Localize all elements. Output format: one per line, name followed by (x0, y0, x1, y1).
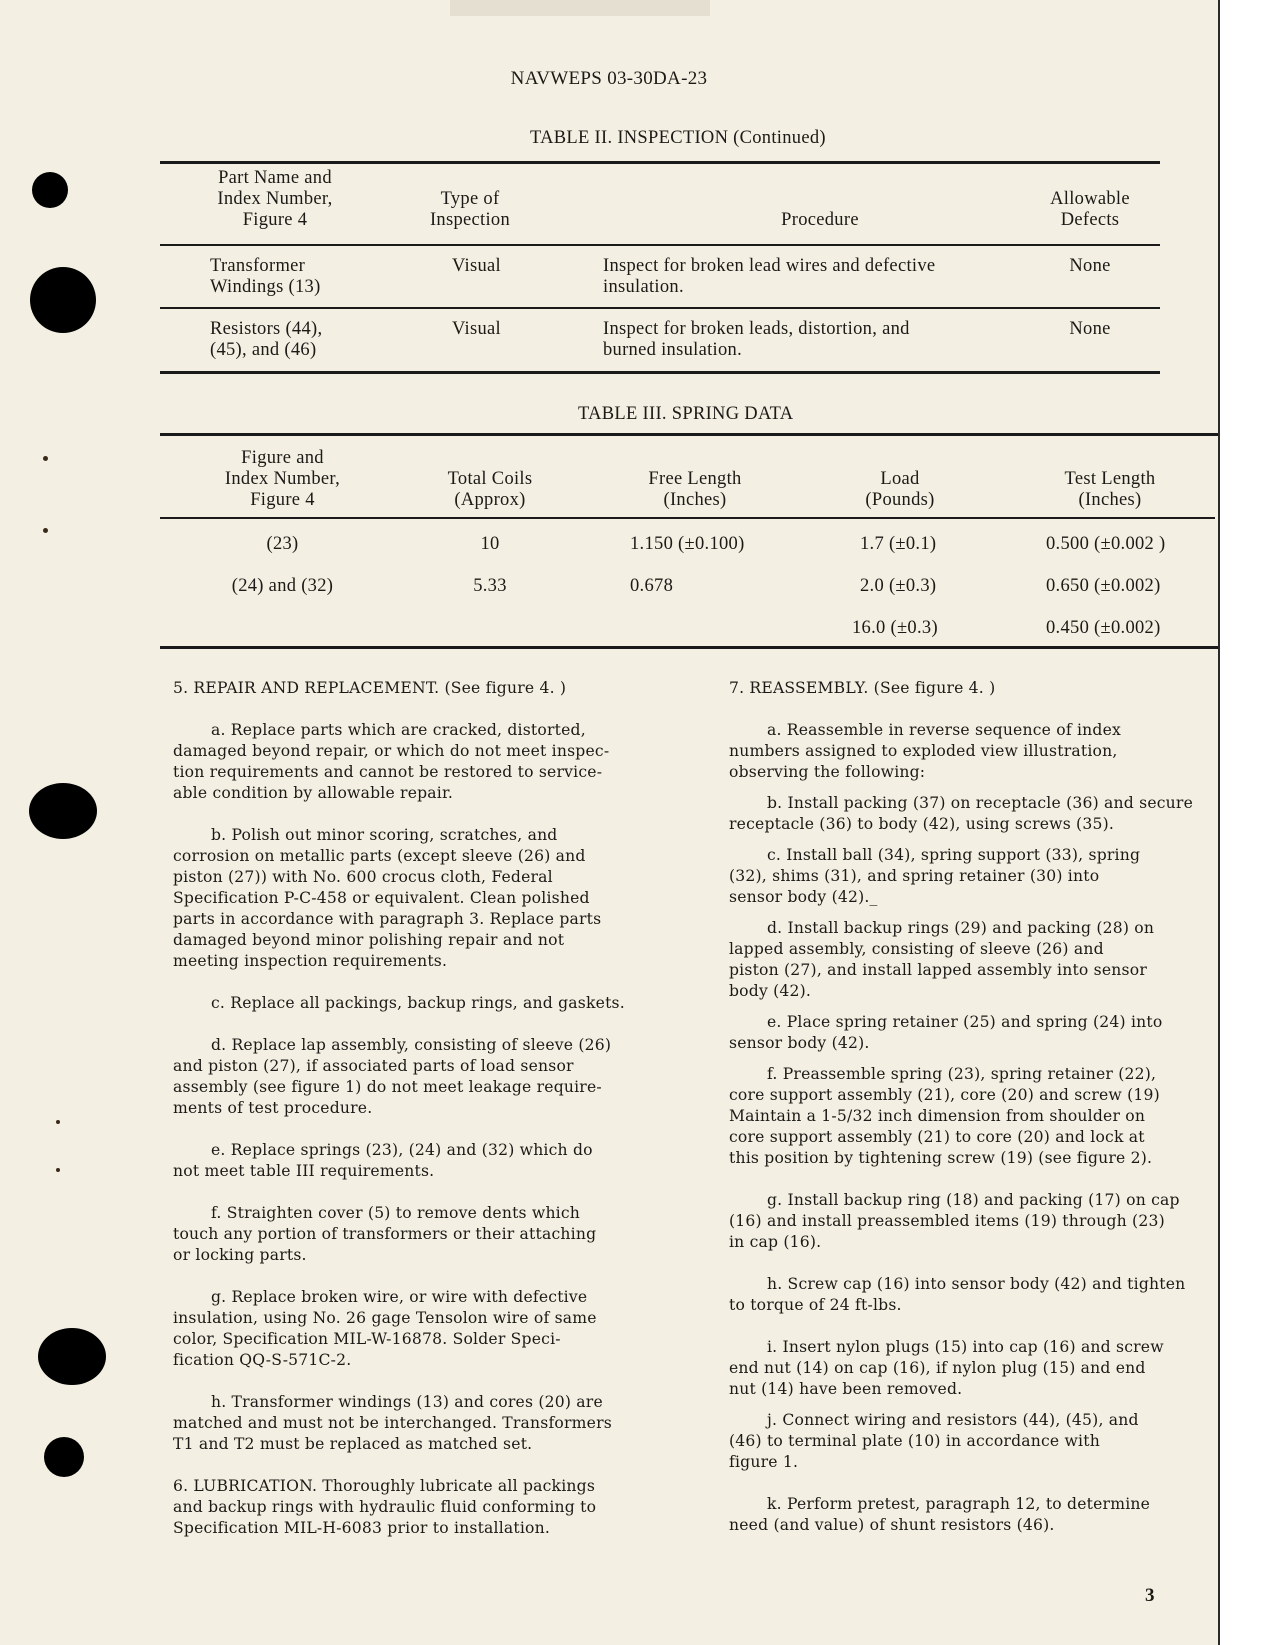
table3-caption: TABLE III. SPRING DATA (578, 404, 794, 424)
table2-row-part: Transformer Windings (13) (210, 256, 321, 297)
scan-smudge (450, 0, 710, 16)
table3-row-load: 1.7 (±0.1) (860, 534, 937, 554)
document-header: NAVWEPS 03-30DA-23 (510, 68, 708, 89)
table3-row-load: 2.0 (±0.3) (860, 576, 937, 596)
table2-row-rule (160, 307, 1160, 309)
table3-row-test-length: 0.650 (±0.002) (1046, 576, 1161, 596)
section7-item-a: a. Reassemble in reverse sequence of index numbers assigned to exploded view illustration, observing the following: (729, 721, 1121, 781)
table2-header-rule (160, 244, 1160, 246)
table2-bottom-rule (160, 371, 1160, 374)
left-column (173, 678, 673, 1539)
section5-item-b: b. Polish out minor scoring, scratches, and corrosion on metallic parts (except sleeve (26) and piston (27)) with No. 600 crocus cloth, Federal Specification P-C-458 or equivalent. Clean polished parts in accordance with paragraph 3. Replace parts damaged beyond minor polishing repair and not meeting inspection requirements. (173, 826, 602, 970)
section7-item-b: b. Install packing (37) on receptacle (36) and secure receptacle (36) to body (42), using screws (35). (729, 794, 1194, 833)
table2-top-rule (160, 161, 1160, 164)
table3-row-coils: 5.33 (473, 576, 507, 596)
table3-row-test-length: 0.450 (±0.002) (1046, 618, 1161, 638)
table2-caption: TABLE II. INSPECTION (Continued) (530, 128, 826, 148)
section5-item-f: f. Straighten cover (5) to remove dents which touch any portion of transformers or their attaching or locking parts. (173, 1204, 597, 1264)
table3-row-test-length: 0.500 (±0.002 ) (1046, 534, 1166, 554)
table3-row-coils: 10 (480, 534, 500, 554)
section5-heading: 5. REPAIR AND REPLACEMENT. (See figure 4. ) (173, 679, 567, 697)
section7-item-c: c. Install ball (34), spring support (33), spring (32), shims (31), and spring retainer (30) into sensor body (42)._ (729, 846, 1141, 906)
table2-header-type: Type of Inspection (429, 189, 511, 230)
table3-header-test-length: Test Length (Inches) (1064, 469, 1156, 510)
table3-top-rule (160, 433, 1218, 436)
table2-row-procedure: Inspect for broken lead wires and defective insulation. (603, 256, 936, 297)
table3-header-load: Load (Pounds) (865, 469, 935, 510)
page-number: 3 (1145, 1585, 1155, 1606)
section7-item-i: i. Insert nylon plugs (15) into cap (16) and screw end nut (14) on cap (16), if nylon plug (15) and end nut (14) have been removed. (729, 1338, 1164, 1398)
punch-hole-icon (32, 172, 68, 208)
section7-heading: 7. REASSEMBLY. (See figure 4. ) (729, 679, 996, 697)
section7-item-k: k. Perform pretest, paragraph 12, to determine need (and value) of shunt resistors (46). (729, 1495, 1151, 1534)
table2-header-procedure: Procedure (781, 210, 859, 230)
table3-row-free-length: 0.678 (630, 576, 674, 596)
table2-row-type: Visual (452, 256, 501, 276)
table3-row-load: 16.0 (±0.3) (852, 618, 938, 638)
page-edge-margin (1218, 0, 1278, 1645)
section7-item-g: g. Install backup ring (18) and packing (17) on cap (16) and install preassembled items (19) through (23) in cap (16). (729, 1191, 1180, 1251)
table2-row-defects: None (1069, 256, 1111, 276)
table3-header-coils: Total Coils (Approx) (447, 469, 533, 510)
table3-row-free-length: 1.150 (±0.100) (630, 534, 745, 554)
table2-row-procedure: Inspect for broken leads, distortion, and burned insulation. (603, 319, 910, 360)
staple-mark-icon (56, 1120, 60, 1124)
right-column (729, 678, 1219, 1536)
table2-row-defects: None (1069, 319, 1111, 339)
punch-hole-icon (29, 783, 97, 839)
section7-item-h: h. Screw cap (16) into sensor body (42) and tighten to torque of 24 ft-lbs. (729, 1275, 1186, 1314)
section7-item-f: f. Preassemble spring (23), spring retainer (22), core support assembly (21), core (20) and screw (19) Maintain a 1-5/32 inch dimension from shoulder on core support assembly (21) to core (20) and lock at this position by tightening screw (19) (see figure 2). (729, 1065, 1160, 1167)
table3-header-index: Figure and Index Number, Figure 4 (224, 448, 341, 510)
section7-item-d: d. Install backup rings (29) and packing (28) on lapped assembly, consisting of sleeve (26) and piston (27), and install lapped assembly into sensor body (42). (729, 919, 1155, 1000)
punch-hole-icon (38, 1328, 106, 1385)
staple-mark-icon (43, 456, 48, 461)
table2-header-defects: Allowable Defects (1050, 189, 1130, 230)
section5-item-c: c. Replace all packings, backup rings, and gaskets. (211, 994, 625, 1012)
table2-row-type: Visual (452, 319, 501, 339)
section5-item-a: a. Replace parts which are cracked, distorted, damaged beyond repair, or which do not meet inspec- tion requirements and cannot be restored to service- able condition by allowable repair. (173, 721, 610, 802)
section5-item-g: g. Replace broken wire, or wire with defective insulation, using No. 26 gage Tensolon wire of same color, Specification MIL-W-16878. Solder Speci- fication QQ-S-571C-2. (173, 1288, 597, 1369)
staple-mark-icon (43, 528, 48, 533)
table3-header-rule (160, 517, 1215, 519)
section7-item-e: e. Place spring retainer (25) and spring (24) into sensor body (42). (729, 1013, 1163, 1052)
section5-item-d: d. Replace lap assembly, consisting of sleeve (26) and piston (27), if associated parts of load sensor assembly (see figure 1) do not meet leakage require- ments of test procedure. (173, 1036, 612, 1117)
table3-row-index: (23) (266, 534, 299, 554)
section5-item-h: h. Transformer windings (13) and cores (20) are matched and must not be interchanged. Transformers T1 and T2 must be replaced as matched set. (173, 1393, 612, 1453)
section7-item-j: j. Connect wiring and resistors (44), (45), and (46) to terminal plate (10) in accordance with figure 1. (729, 1411, 1139, 1471)
table2-row-part: Resistors (44), (45), and (46) (210, 319, 323, 360)
table3-header-free-length: Free Length (Inches) (648, 469, 742, 510)
section6-lubrication: 6. LUBRICATION. Thoroughly lubricate all packings and backup rings with hydraulic fluid conforming to Specification MIL-H-6083 prior to installation. (173, 1477, 597, 1537)
table2-header-part: Part Name and Index Number, Figure 4 (217, 168, 333, 230)
table3-bottom-rule (160, 646, 1218, 649)
punch-hole-icon (30, 267, 96, 333)
staple-mark-icon (56, 1168, 60, 1172)
table3-row-index: (24) and (32) (231, 576, 334, 596)
section5-item-e: e. Replace springs (23), (24) and (32) which do not meet table III requirements. (173, 1141, 593, 1180)
punch-hole-icon (44, 1437, 84, 1477)
